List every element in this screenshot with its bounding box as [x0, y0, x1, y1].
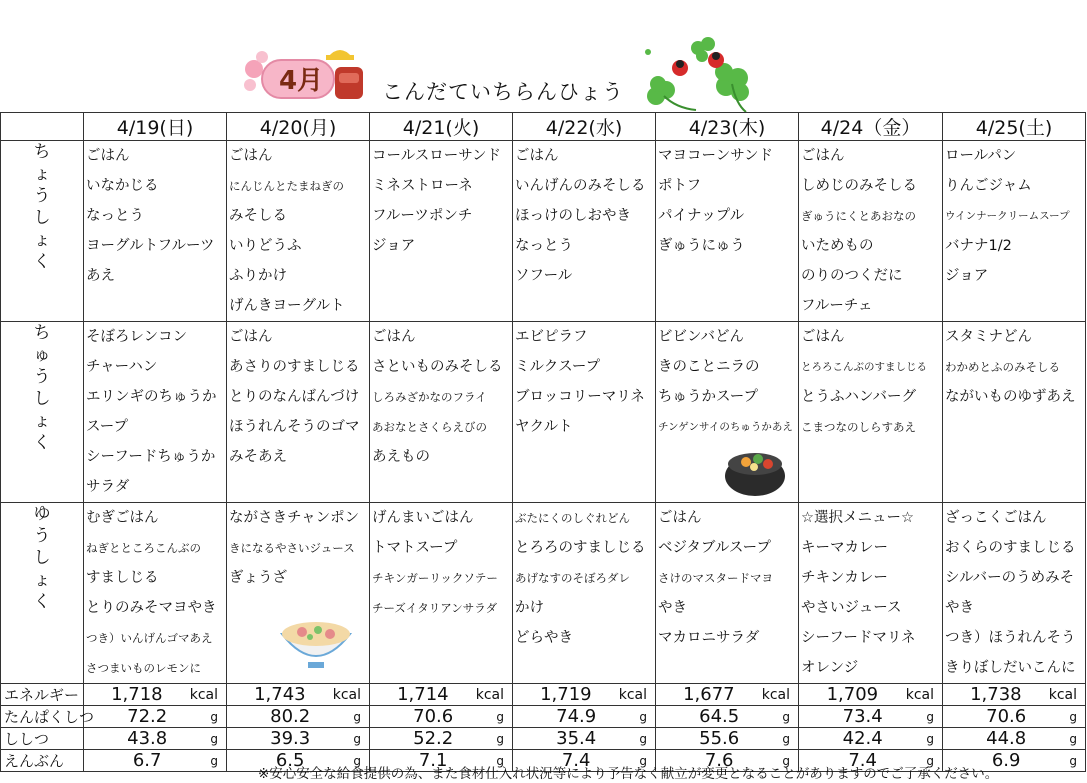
- nutrition-unit: kcal: [189, 686, 218, 703]
- menu-item: ジョア: [945, 268, 989, 284]
- lunch-row: [1, 322, 1086, 503]
- nutrition-value: 35.4: [556, 728, 597, 749]
- nutrition-unit: g: [639, 709, 647, 724]
- nutrition-unit: g: [496, 731, 504, 746]
- meal-label-char: ち: [33, 142, 51, 162]
- menu-item: バナナ1/2: [945, 238, 1012, 254]
- nutrition-cell: [943, 706, 1086, 728]
- menu-item: ポトフ: [658, 178, 702, 194]
- nutrition-unit: g: [1069, 753, 1077, 768]
- day-header: 4/21(火): [370, 113, 513, 141]
- menu-item: ミルクスープ: [515, 359, 601, 375]
- menu-item: ごはん: [658, 510, 702, 526]
- nutrition-unit: g: [926, 753, 934, 768]
- menu-item: あげなすのそぼろダレ: [515, 571, 630, 585]
- menu-item: キーマカレー: [801, 540, 888, 556]
- menu-cell: [799, 503, 943, 684]
- menu-item: そぼろレンコン: [86, 329, 188, 345]
- nutrition-value: 1,714: [397, 684, 449, 705]
- nutrition-value: 1,718: [111, 684, 163, 705]
- menu-item: スープ: [86, 419, 129, 435]
- menu-item: サラダ: [86, 479, 130, 495]
- menu-item: ごはん: [372, 329, 416, 345]
- menu-item: ながさきチャンポン: [229, 510, 360, 526]
- meal-label-char: く: [33, 433, 51, 453]
- nutrition-label: えんぶん: [1, 750, 84, 772]
- dinner-label: [1, 503, 84, 684]
- champon-bowl-icon: [278, 612, 354, 670]
- menu-item: とりのなんばんづけ: [229, 389, 360, 405]
- menu-item: ロールパン: [945, 148, 1017, 164]
- menu-item: ほっけのしおやき: [515, 208, 631, 224]
- menu-cell: [513, 503, 656, 684]
- menu-item: フルーツポンチ: [372, 208, 473, 224]
- menu-cell: [513, 141, 656, 322]
- menu-item: りんごジャム: [945, 178, 1032, 194]
- fat-row: [1, 728, 1086, 750]
- nutrition-label: エネルギー: [1, 684, 84, 706]
- menu-item: ウインナークリームスープ: [945, 210, 1070, 222]
- nutrition-value: 1,719: [540, 684, 592, 705]
- nutrition-value: 1,709: [826, 684, 879, 705]
- meal-label-char: し: [33, 389, 51, 409]
- menu-cell: [370, 141, 513, 322]
- menu-item: ごはん: [229, 329, 273, 345]
- menu-item: シーフードちゅうか: [86, 449, 216, 465]
- menu-item: さつまいものレモンに: [86, 661, 201, 675]
- menu-item: あえ: [86, 268, 115, 284]
- nutrition-value: 6.9: [991, 750, 1021, 771]
- menu-item: ソフール: [515, 268, 573, 284]
- menu-item: あえもの: [372, 449, 430, 465]
- menu-item: ぶたにくのしぐれどん: [515, 511, 630, 525]
- menu-item: マヨコーンサンド: [658, 148, 773, 164]
- corner-cell: [1, 113, 84, 141]
- menu-item: ベジタブルスープ: [658, 540, 771, 556]
- menu-item: とろろこんぶのすましじる: [801, 361, 927, 373]
- menu-item: ぎゅうにゅう: [658, 238, 745, 254]
- menu-item: みそあえ: [229, 449, 287, 465]
- menu-cell: [799, 141, 943, 322]
- nutrition-unit: g: [353, 753, 361, 768]
- menu-item: チキンカレー: [801, 570, 888, 586]
- nutrition-value: 72.2: [127, 706, 168, 727]
- energy-row: [1, 684, 1086, 706]
- clover-ladybug-icon: [636, 34, 756, 112]
- menu-item: ミネストローネ: [372, 178, 473, 194]
- nutrition-cell: [84, 684, 227, 706]
- nutrition-cell: [513, 706, 656, 728]
- menu-item: ブロッコリーマリネ: [515, 389, 645, 405]
- menu-cell: [84, 503, 227, 684]
- day-header: 4/24（金）: [799, 113, 943, 141]
- menu-item: ジョア: [372, 238, 416, 254]
- nutrition-unit: g: [782, 731, 790, 746]
- menu-item: エリンギのちゅうか: [86, 389, 217, 405]
- menu-item: とりのみそマヨやき: [86, 600, 217, 616]
- menu-item: いためもの: [801, 238, 874, 254]
- meal-label-char: ょ: [33, 570, 51, 590]
- menu-item: エビピラフ: [515, 329, 588, 345]
- menu-item: フルーチェ: [801, 298, 873, 314]
- menu-item: ヨーグルトフルーツ: [86, 238, 215, 254]
- menu-cell: [370, 503, 513, 684]
- day-header: 4/22(水): [513, 113, 656, 141]
- menu-item: ビビンバどん: [658, 329, 744, 345]
- meal-label-char: う: [33, 526, 51, 546]
- menu-item: かけ: [515, 600, 544, 616]
- menu-cell: [370, 322, 513, 503]
- nutrition-unit: kcal: [475, 686, 504, 703]
- menu-item: いりどうふ: [229, 238, 302, 254]
- menu-item: ごはん: [86, 148, 130, 164]
- nutrition-value: 44.8: [986, 728, 1027, 749]
- nutrition-label: ししつ: [1, 728, 84, 750]
- nutrition-value: 80.2: [270, 706, 311, 727]
- menu-item: パイナップル: [658, 208, 745, 224]
- nutrition-unit: kcal: [332, 686, 361, 703]
- nutrition-cell: [370, 728, 513, 750]
- menu-item: どらやき: [515, 630, 573, 646]
- nutrition-cell: [84, 728, 227, 750]
- menu-item: つき）ほうれんそう: [945, 630, 1076, 646]
- nutrition-value: 70.6: [413, 706, 454, 727]
- nutrition-cell: [656, 684, 799, 706]
- menu-item: あおなとさくらえびの: [372, 420, 487, 434]
- nutrition-value: 7.4: [561, 750, 591, 771]
- menu-item: さけのマスタードマヨ: [658, 571, 773, 585]
- nutrition-unit: g: [782, 709, 790, 724]
- menu-item: みそしる: [229, 208, 287, 224]
- menu-item: ながいものゆずあえ: [945, 389, 1076, 405]
- menu-item: チンゲンサイのちゅうかあえ: [658, 421, 793, 433]
- nutrition-unit: g: [496, 709, 504, 724]
- dinner-row: [1, 503, 1086, 684]
- menu-item: ごはん: [229, 148, 273, 164]
- meal-label-char: ゅ: [33, 345, 51, 365]
- menu-item: やき: [945, 600, 974, 616]
- nutrition-cell: [943, 684, 1086, 706]
- meal-label-char: う: [33, 186, 51, 206]
- menu-cell: [799, 322, 943, 503]
- menu-item: ぎゅうにくとあおなの: [801, 209, 916, 223]
- menu-item: チキンガーリックソテー: [372, 571, 498, 585]
- menu-item: なっとう: [515, 238, 573, 254]
- menu-item: むぎごはん: [86, 510, 159, 526]
- menu-item: さといものみそしる: [372, 359, 503, 375]
- day-header-row: [1, 113, 1086, 141]
- meal-label-char: う: [33, 367, 51, 387]
- menu-item: ☆選択メニュー☆: [801, 510, 914, 526]
- menu-item: トマトスープ: [372, 540, 458, 556]
- menu-item: おくらのすましじる: [945, 540, 1076, 556]
- nutrition-value: 6.7: [132, 750, 162, 771]
- menu-item: やき: [658, 600, 687, 616]
- meal-label-char: ょ: [33, 164, 51, 184]
- meal-label-char: ょ: [33, 230, 51, 250]
- menu-item: ぎょうざ: [229, 570, 287, 586]
- menu-item: とろろのすましじる: [515, 540, 646, 556]
- menu-cell: [943, 322, 1086, 503]
- page-title: こんだていちらんひょう: [382, 80, 624, 104]
- day-header: 4/23(木): [656, 113, 799, 141]
- menu-item: わかめとふのみそしる: [945, 360, 1060, 374]
- menu-item: きのことニラの: [658, 359, 760, 375]
- bibimbap-bowl-icon: [724, 446, 786, 498]
- lunch-label: [1, 322, 84, 503]
- breakfast-row: [1, 141, 1086, 322]
- badge-text: 4月: [279, 66, 324, 96]
- nutrition-value: 7.6: [704, 750, 734, 771]
- menu-cell: [656, 503, 799, 684]
- menu-item: いんげんのみそしる: [515, 178, 646, 194]
- nutrition-value: 74.9: [556, 706, 597, 727]
- nutrition-value: 1,738: [970, 684, 1022, 705]
- menu-item: ごはん: [801, 329, 845, 345]
- nutrition-unit: kcal: [761, 686, 790, 703]
- menu-item: のりのつくだに: [801, 268, 903, 284]
- nutrition-value: 6.5: [275, 750, 305, 771]
- nutrition-cell: [513, 728, 656, 750]
- meal-label-char: く: [33, 592, 51, 612]
- nutrition-unit: g: [210, 753, 218, 768]
- nutrition-cell: [943, 728, 1086, 750]
- menu-cell: [227, 141, 370, 322]
- day-header: 4/20(月): [227, 113, 370, 141]
- nutrition-label: たんぱくしつ: [1, 706, 84, 728]
- day-header: 4/19(日): [84, 113, 227, 141]
- protein-row: [1, 706, 1086, 728]
- nutrition-value: 43.8: [127, 728, 168, 749]
- menu-item: ほうれんそうのゴマ: [229, 419, 360, 435]
- menu-item: ちゅうかスープ: [658, 389, 759, 405]
- menu-item: ごはん: [801, 148, 845, 164]
- menu-item: こまつなのしらすあえ: [801, 420, 916, 434]
- menu-item: チーズイタリアンサラダ: [372, 601, 498, 615]
- nutrition-unit: g: [1069, 709, 1077, 724]
- nutrition-value: 1,743: [254, 684, 306, 705]
- nutrition-unit: g: [639, 731, 647, 746]
- meal-label-char: ゆ: [33, 504, 51, 524]
- nutrition-unit: g: [926, 709, 934, 724]
- menu-cell: [227, 322, 370, 503]
- menu-item: きりぼしだいこんに: [945, 660, 1076, 676]
- menu-item: ヤクルト: [515, 419, 573, 435]
- nutrition-unit: g: [926, 731, 934, 746]
- menu-item: ふりかけ: [229, 268, 287, 284]
- nutrition-unit: g: [639, 753, 647, 768]
- nutrition-unit: g: [353, 709, 361, 724]
- nutrition-value: 64.5: [699, 706, 740, 727]
- nutrition-cell: [227, 684, 370, 706]
- nutrition-value: 52.2: [413, 728, 454, 749]
- menu-item: しろみざかなのフライ: [372, 390, 487, 404]
- menu-item: いなかじる: [86, 178, 159, 194]
- menu-item: シルバーのうめみそ: [945, 570, 1075, 586]
- meal-label-char: し: [33, 548, 51, 568]
- menu-item: ねぎとところこんぶの: [86, 541, 201, 555]
- nutrition-unit: g: [353, 731, 361, 746]
- nutrition-cell: [799, 684, 943, 706]
- nutrition-cell: [370, 684, 513, 706]
- nutrition-cell: [656, 728, 799, 750]
- menu-item: ざっこくごはん: [945, 510, 1047, 526]
- menu-cell: [84, 322, 227, 503]
- nutrition-value: 42.4: [842, 728, 883, 749]
- nutrition-unit: g: [496, 753, 504, 768]
- menu-item: シーフードマリネ: [801, 630, 916, 646]
- meal-label-char: く: [33, 252, 51, 272]
- menu-cell: [943, 503, 1086, 684]
- nutrition-cell: [84, 706, 227, 728]
- footnote: ※安心安全な給食提供の為、また食材仕入れ状況等により予告なく献立が変更となることがありますのでご了承ください。: [258, 766, 999, 782]
- menu-item: オレンジ: [801, 660, 859, 676]
- meal-label-char: ち: [33, 323, 51, 343]
- menu-item: しめじのみそしる: [801, 178, 917, 194]
- menu-item: きになるやさいジュース: [229, 541, 355, 555]
- nutrition-cell: [799, 706, 943, 728]
- nutrition-value: 70.6: [986, 706, 1027, 727]
- menu-cell: [656, 141, 799, 322]
- nutrition-cell: [656, 706, 799, 728]
- nutrition-cell: [799, 728, 943, 750]
- nutrition-value: 39.3: [270, 728, 311, 749]
- nutrition-cell: [227, 706, 370, 728]
- menu-item: マカロニサラダ: [658, 630, 760, 646]
- menu-item: すましじる: [86, 570, 159, 586]
- meal-label-char: し: [33, 208, 51, 228]
- breakfast-label: [1, 141, 84, 322]
- menu-cell: [513, 322, 656, 503]
- menu-table: [0, 112, 1086, 772]
- meal-label-char: ょ: [33, 411, 51, 431]
- menu-item: やさいジュース: [801, 600, 902, 616]
- nutrition-unit: kcal: [618, 686, 647, 703]
- menu-cell: [943, 141, 1086, 322]
- nutrition-unit: kcal: [905, 686, 934, 703]
- menu-item: にんじんとたまねぎの: [229, 179, 344, 193]
- menu-item: ごはん: [515, 148, 559, 164]
- nutrition-cell: [513, 684, 656, 706]
- menu-cell: [84, 141, 227, 322]
- nutrition-unit: g: [210, 731, 218, 746]
- nutrition-unit: g: [1069, 731, 1077, 746]
- nutrition-unit: kcal: [1048, 686, 1077, 703]
- nutrition-value: 55.6: [699, 728, 740, 749]
- nutrition-value: 1,677: [683, 684, 735, 705]
- nutrition-value: 7.1: [418, 750, 448, 771]
- day-header: 4/25(土): [943, 113, 1086, 141]
- menu-item: げんまいごはん: [372, 510, 474, 526]
- header: [0, 0, 1087, 112]
- menu-item: コールスローサンド: [372, 148, 502, 164]
- menu-item: げんきヨーグルト: [229, 298, 345, 314]
- nutrition-cell: [370, 706, 513, 728]
- menu-item: とうふハンバーグ: [801, 389, 916, 405]
- nutrition-unit: g: [782, 753, 790, 768]
- menu-item: チャーハン: [86, 359, 158, 375]
- nutrition-cell: [227, 728, 370, 750]
- nutrition-value: 73.4: [842, 706, 883, 727]
- menu-item: あさりのすましじる: [229, 359, 360, 375]
- nutrition-cell: [84, 750, 227, 772]
- menu-item: なっとう: [86, 208, 144, 224]
- menu-item: つき）いんげんゴマあえ: [86, 631, 213, 645]
- menu-item: スタミナどん: [945, 329, 1032, 345]
- nutrition-unit: g: [210, 709, 218, 724]
- nutrition-value: 7.4: [848, 750, 877, 771]
